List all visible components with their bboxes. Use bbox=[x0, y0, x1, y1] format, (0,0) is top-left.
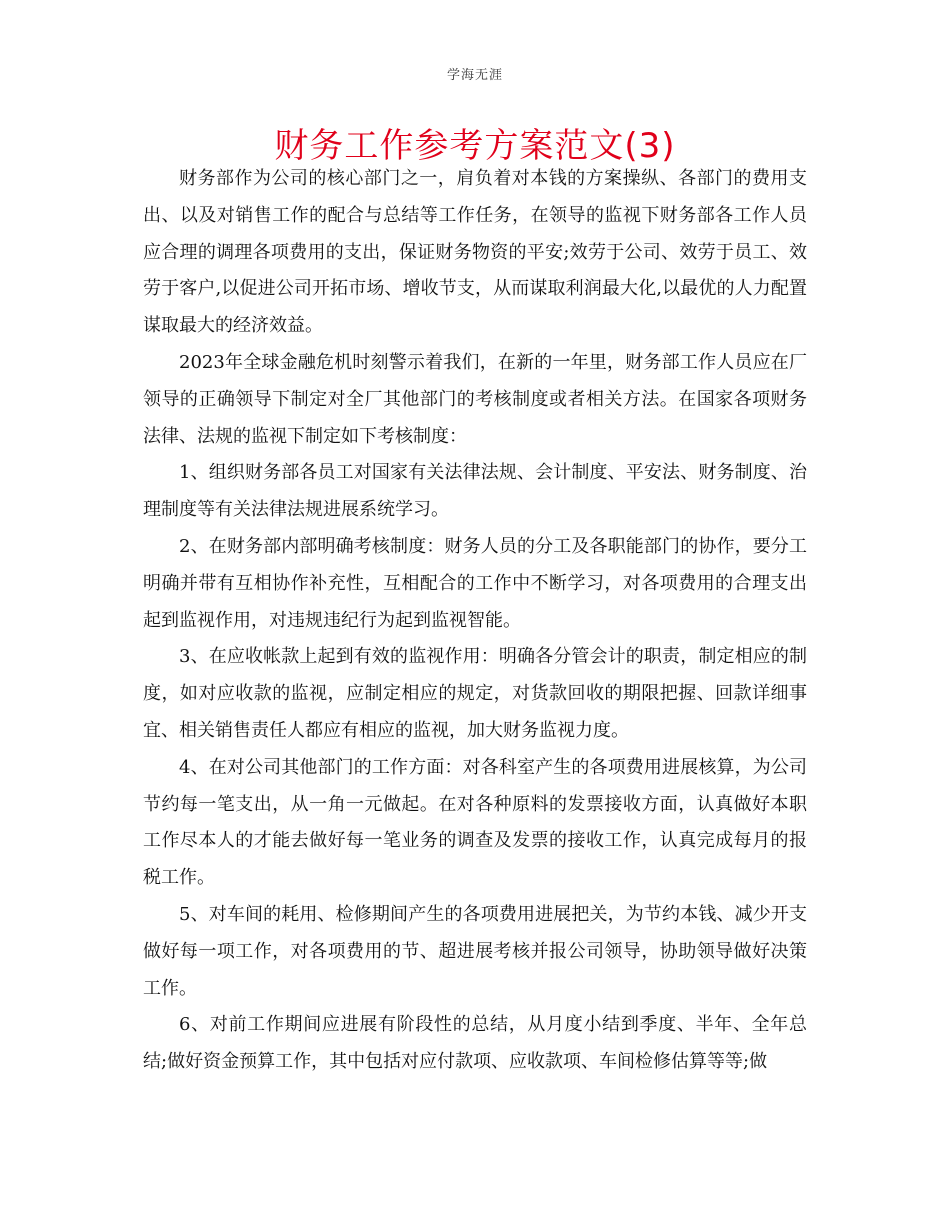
document-title: 财务工作参考方案范文(3) bbox=[274, 126, 676, 166]
list-item-1: 1、组织财务部各员工对国家有关法律法规、会计制度、平安法、财务制度、治理制度等有关法律法规进展系统学习。 bbox=[143, 462, 807, 521]
document-body bbox=[143, 161, 807, 1081]
paragraph-context: 2023年全球金融危机时刻警示着我们，在新的一年里，财务部工作人员应在厂领导的正确领导下制定对全厂其他部门的考核制度或者相关方法。在国家各项财务法律、法规的监视下制定如下考核制度： bbox=[143, 351, 807, 447]
header-note: 学海无涯 bbox=[446, 68, 503, 83]
list-item-5: 5、对车间的耗用、检修期间产生的各项费用进展把关，为节约本钱、减少开支做好每一项工作，对各项费用的节、超进展考核并报公司领导，协助领导做好决策工作。 bbox=[143, 903, 807, 999]
list-item-3: 3、在应收帐款上起到有效的监视作用：明确各分管会计的职责，制定相应的制度，如对应收款的监视，应制定相应的规定，对货款回收的期限把握、回款详细事宜、相关销售责任人都应有相应的监视，加大财务监视力度。 bbox=[143, 646, 807, 741]
list-item-6: 6、对前工作期间应进展有阶段性的总结，从月度小结到季度、半年、全年总结;做好资金预算工作，其中包括对应付款项、应收款项、车间检修估算等等;做 bbox=[143, 1014, 807, 1073]
paragraph-intro: 财务部作为公司的核心部门之一，肩负着对本钱的方案操纵、各部门的费用支出、以及对销售工作的配合与总结等工作任务，在领导的监视下财务部各工作人员应合理的调理各项费用的支出，保证财务物资的平安;效劳于公司、效劳于员工、效劳于客户,以促进公司开拓市场、增收节支，从而谋取利润最大化,以最优的人力配置谋取最大的经济效益。 bbox=[143, 168, 807, 337]
list-item-4: 4、在对公司其他部门的工作方面：对各科室产生的各项费用进展核算，为公司节约每一笔支出，从一角一元做起。在对各种原料的发票接收方面，认真做好本职工作尽本人的才能去做好每一笔业务的调查及发票的接收工作，认真完成每月的报税工作。 bbox=[143, 756, 807, 889]
list-item-2: 2、在财务部内部明确考核制度：财务人员的分工及各职能部门的协作，要分工明确并带有互相协作补充性，互相配合的工作中不断学习，对各项费用的合理支出起到监视作用，对违规违纪行为起到监视智能。 bbox=[143, 535, 807, 631]
